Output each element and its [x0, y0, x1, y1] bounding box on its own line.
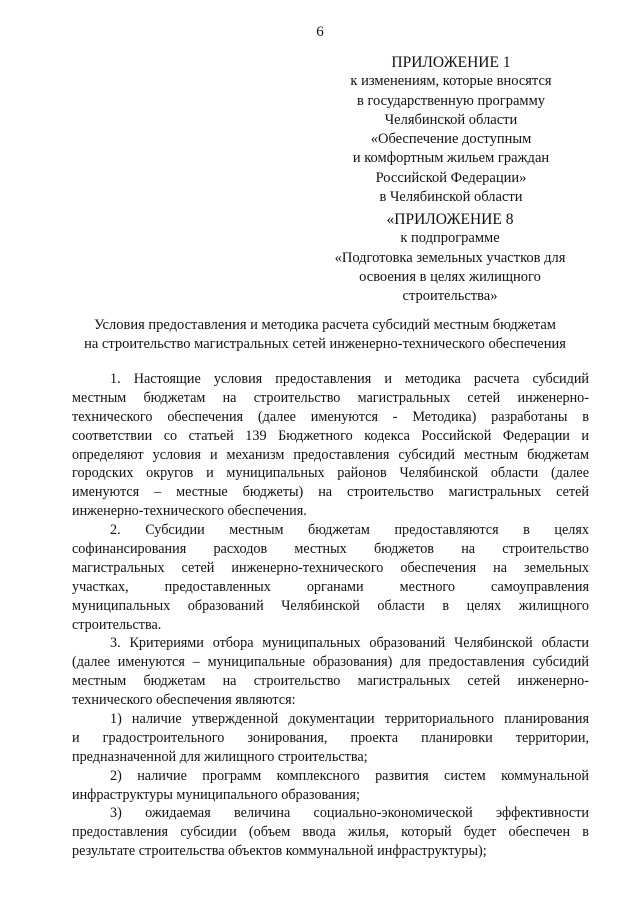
body-line: предназначенной для жилищного строительства;	[72, 748, 368, 765]
appendix-8-line: к подпрограмме	[400, 230, 500, 247]
appendix-1-title: ПРИЛОЖЕНИЕ 1	[391, 54, 511, 71]
body-line: 2) наличие программ комплексного развития систем коммунальной	[110, 767, 589, 784]
body-line: 3. Критериями отбора муниципальных образований Челябинской области	[110, 635, 589, 652]
body-line: местным бюджетам на строительство магистральных сетей инженерно-	[72, 673, 589, 690]
body-line: инженерно-технического обеспечения.	[72, 503, 307, 520]
appendix-8-line: строительства»	[402, 288, 498, 305]
document-title-line: на строительство магистральных сетей инженерно-технического обеспечения	[84, 336, 566, 352]
appendix-8-line: «Подготовка земельных участков для	[334, 249, 566, 266]
appendix-1-line: Российской Федерации»	[375, 169, 527, 186]
body-line: (далее именуются – муниципальные образования) для предоставления субсидий	[72, 654, 589, 671]
body-line: муниципальных образований Челябинской области в целях жилищного	[72, 597, 589, 614]
page-number: 6	[316, 24, 324, 40]
body-line: соответствии со статьей 139 Бюджетного кодекса Российской Федерации и	[72, 427, 589, 444]
appendix-1-line: к изменениям, которые вносятся	[350, 73, 552, 90]
body-line: участках, предоставленных органами местного самоуправления	[72, 578, 589, 595]
body-line: софинансирования расходов местных бюджетов на строительство	[72, 541, 589, 558]
body-line: и градостроительного зонирования, проекта планировки территории,	[72, 729, 589, 746]
document-title-line: Условия предоставления и методика расчета субсидий местным бюджетам	[94, 317, 556, 333]
document-body	[72, 370, 589, 861]
body-line: инфраструктуры муниципального образования;	[72, 786, 361, 803]
appendix-1-header	[322, 53, 580, 207]
body-line: 3) ожидаемая величина социально-экономической эффективности	[110, 805, 589, 822]
document-title	[40, 316, 610, 354]
appendix-1-line: Челябинской области	[384, 111, 518, 128]
body-line: 2. Субсидии местным бюджетам предоставляются в целях	[110, 522, 589, 539]
body-line: 1) наличие утвержденной документации территориального планирования	[110, 711, 589, 728]
appendix-1-line: в Челябинской области	[379, 189, 523, 206]
body-line: определяют условия и механизм предоставления субсидий местным бюджетам	[72, 446, 589, 463]
body-line: технического обеспечения являются:	[72, 692, 296, 709]
body-line: городских округов и муниципальных районов Челябинской области (далее	[72, 465, 589, 482]
appendix-1-line: в государственную программу	[356, 92, 545, 109]
appendix-8-line: освоения в целях жилищного	[359, 268, 541, 285]
body-line: именуются – местные бюджеты) на строительство магистральных сетей	[72, 484, 589, 501]
body-line: технического обеспечения (далее именуются - Методика) разработаны в	[72, 408, 589, 425]
appendix-8-header	[320, 210, 580, 306]
body-line: магистральных сетей инженерно-технического обеспечения на земельных	[72, 559, 589, 576]
body-line: результате строительства объектов коммунальной инфраструктуры);	[72, 843, 487, 860]
appendix-1-line: «Обеспечение доступным	[370, 131, 532, 148]
body-line: местным бюджетам на строительство магистральных сетей инженерно-	[72, 389, 589, 406]
body-line: предоставления субсидии (объем ввода жилья, который будет обеспечен в	[72, 824, 589, 841]
body-line: строительства.	[72, 616, 162, 633]
appendix-1-line: и комфортным жильем граждан	[352, 150, 550, 167]
body-line: 1. Настоящие условия предоставления и методика расчета субсидий	[110, 371, 589, 387]
appendix-8-title: «ПРИЛОЖЕНИЕ 8	[386, 211, 514, 228]
